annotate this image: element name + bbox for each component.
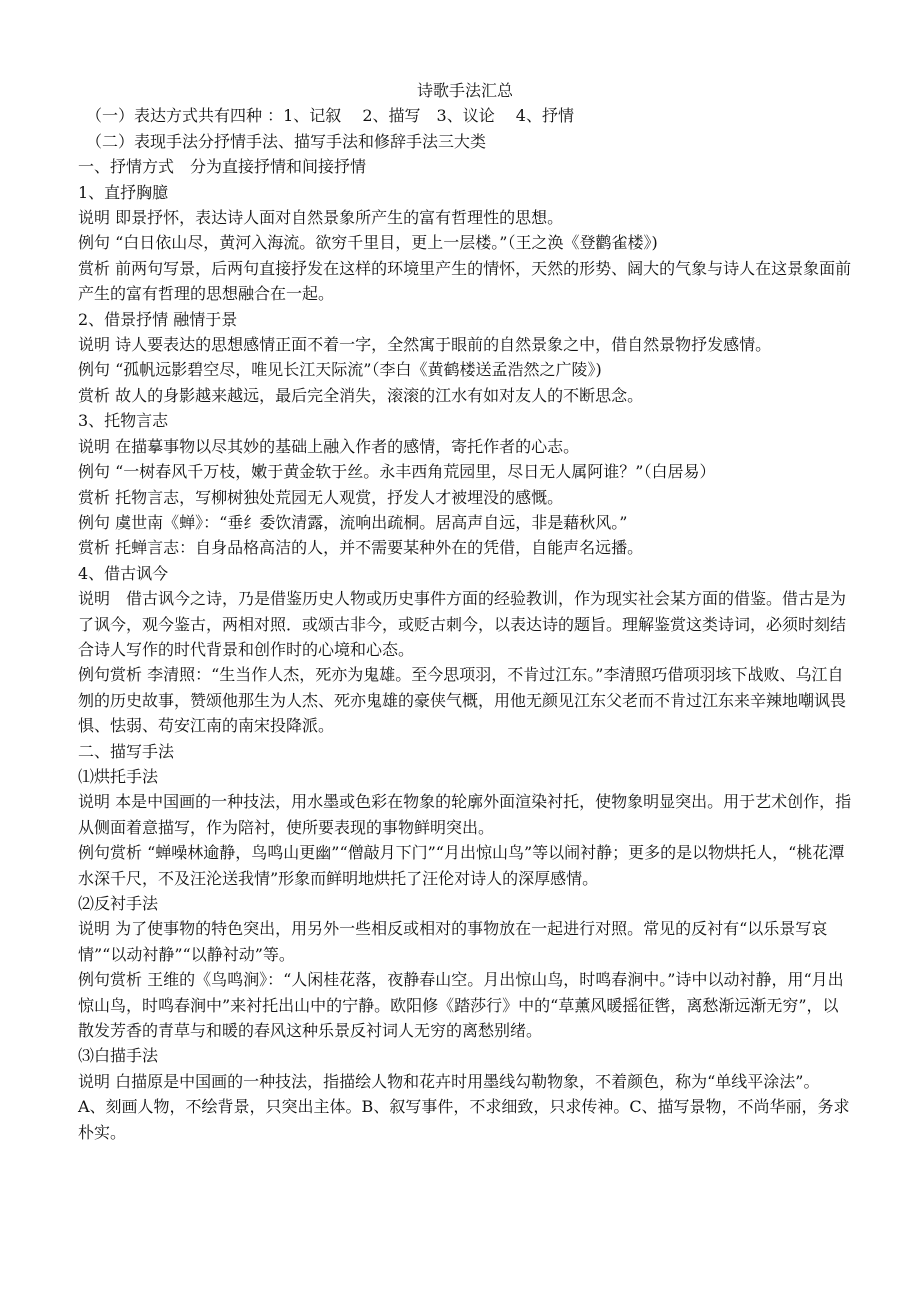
text-line: 说明 白描原是中国画的一种技法，指描绘人物和花卉时用墨线勾勒物象，不着颜色，称为“单线平涂法”。 A、刻画人物，不绘背景，只突出主体。B、叙写事件，不求细致，只求传神。C、描写景物，不尚华丽，务求朴实。	[78, 1071, 850, 1142]
text-line: 例句 虞世南《蝉》：“垂纟委饮清露，流响出疏桐。居高声自远，非是藉秋风。”	[78, 512, 628, 532]
text-line: 赏析 故人的身影越来越远，最后完全消失，滚滚的江水有如对友人的不断思念。	[78, 385, 644, 405]
text-line: 说明 为了使事物的特色突出，用另外一些相反或相对的事物放在一起进行对照。常见的反衬有“以乐景写哀情”“以动衬静”“以静衬动”等。	[78, 919, 828, 964]
subsection-heading: 3、托物言志	[78, 411, 169, 431]
text-line: （一）表达方式共有四种 ：1、记叙 2、描写 3、议论 4、抒情	[86, 106, 574, 126]
text-line: 例句 “白日依山尽，黄河入海流。欲穷千里目，更上一层楼。”（王之涣《登鹳雀楼》)	[78, 233, 658, 253]
section-heading: 一、抒情方式 分为直接抒情和间接抒情	[78, 157, 367, 177]
text-line: 例句赏析 王维的《鸟鸣涧》：“人闲桂花落，夜静春山空。月出惊山鸟，时鸣春涧中。”诗中以动衬静，用“月出惊山鸟，时鸣春涧中”来衬托出山中的宁静。欧阳修《踏莎行》中的“草薰风暖摇征辔，离愁渐远渐无穷”，以散发芳香的青草与和暖的春风这种乐景反衬词人无穷的离愁别绪。	[78, 970, 844, 1041]
text-line: 例句赏析 李清照：“生当作人杰，死亦为鬼雄。至今思项羽，不肯过江东。”李清照巧借项羽垓下战败、乌江自刎的历史故事，赞颂他那生为人杰、死亦鬼雄的豪侠气概，用他无颜见江东父老而不肯过江东来辛辣地嘲讽畏惧、怯弱、苟安江南的南宋投降派。	[78, 665, 847, 736]
subsection-heading: 4、借古讽今	[78, 563, 169, 583]
text-line: 赏析 前两句写景，后两句直接抒发在这样的环境里产生的情怀，天然的形势、阔大的气象与诗人在这景象面前产生的富有哲理的思想融合在一起。	[78, 258, 852, 304]
subsection-heading: 1、直抒胸臆	[78, 182, 169, 202]
subsection-heading: ⑶白描手法	[78, 1046, 159, 1066]
text-line: 说明 本是中国画的一种技法，用水墨或色彩在物象的轮廓外面渲染衬托，使物象明显突出。用于艺术创作，指从侧面着意描写，作为陪衬，使所要表现的事物鲜明突出。	[78, 792, 852, 837]
section-heading: 二、描写手法	[78, 741, 175, 761]
subsection-heading: 2、借景抒情 融情于景	[78, 309, 238, 329]
text-line: 例句 “一树春风千万枝，嫩于黄金软于丝。永丰西角荒园里，尽日无人属阿谁？”（白居易）	[78, 462, 716, 482]
text-line: 例句 “孤帆远影碧空尽，唯见长江天际流”（李白《黄鹤楼送孟浩然之广陵》)	[78, 360, 602, 380]
text-line: 说明 诗人要表达的思想感情正面不着一字，全然寓于眼前的自然景象之中，借自然景物抒发感情。	[78, 335, 772, 355]
text-line: 例句赏析 “蝉噪林逾静，鸟鸣山更幽”“僧敲月下门”“月出惊山鸟”等以闹衬静；更多的是以物烘托人，“桃花潭水深千尺，不及汪沦送我情”形象而鲜明地烘托了汪伦对诗人的深厚感情。	[78, 843, 845, 888]
document-title: 诗歌手法汇总	[416, 81, 513, 100]
text-line: 说明 即景抒怀，表达诗人面对自然景象所产生的富有哲理性的思想。	[78, 208, 564, 228]
text-line: 说明 借古讽今之诗，乃是借鉴历史人物或历史事件方面的经验教训，作为现实社会某方面的借鉴。借古是为了讽今，观今鉴古，两相对照．或颂古非今，或贬古刺今，以表达诗的题旨。理解鉴赏这类诗词，必须时刻结合诗人写作的时代背景和创作时的心境和心态。	[78, 589, 847, 659]
text-line: 赏析 托物言志，写柳树独处荒园无人观赏，抒发人才被埋没的感慨。	[78, 487, 564, 507]
text-line: （二）表现手法分抒情手法、描写手法和修辞手法三大类	[86, 131, 487, 151]
text-line: 说明 在描摹事物以尽其妙的基础上融入作者的感情，寄托作者的心志。	[78, 436, 580, 456]
subsection-heading: ⑵反衬手法	[78, 894, 159, 913]
subsection-heading: ⑴烘托手法	[78, 766, 159, 786]
text-line: 赏析 托蝉言志：自身品格高洁的人，并不需要某种外在的凭借，自能声名远播。	[78, 538, 644, 558]
